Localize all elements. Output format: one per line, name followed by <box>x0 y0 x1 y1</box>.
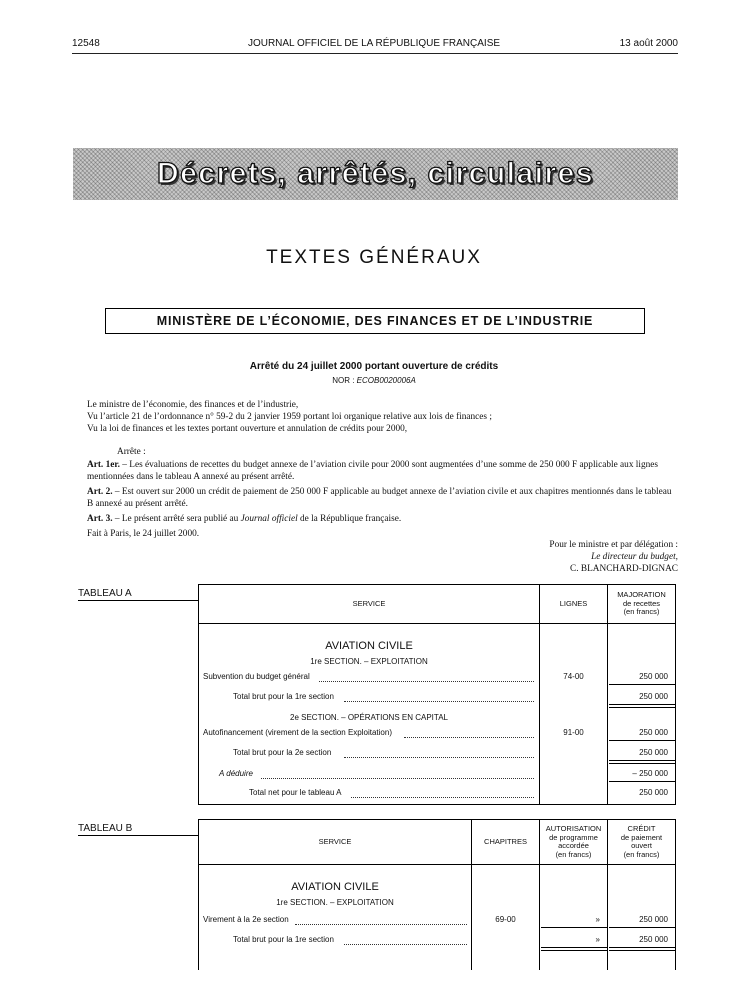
journal-reference: Journal officiel <box>240 514 298 524</box>
row-autorisation: » <box>595 915 600 924</box>
nor-label: NOR : <box>332 376 355 385</box>
signature-line1: Pour le ministre et par délégation : <box>549 540 678 550</box>
tableau-b-leader <box>78 835 198 836</box>
preamble <box>87 399 679 435</box>
header-autorisation: AUTORISATION de programme accordée (en francs) <box>545 824 602 859</box>
section-banner <box>73 148 678 200</box>
article-label: Art. 2. <box>87 487 113 497</box>
preamble-line: Le ministre de l’économie, des finances et de l’industrie, <box>87 400 299 410</box>
header-credit: CRÉDIT de paiement ouvert (en francs) <box>620 824 663 859</box>
tableau-a-label: TABLEAU A <box>78 588 132 599</box>
article-label: Art. 3. <box>87 514 113 524</box>
header-service: SERVICE <box>318 836 352 846</box>
row-amount: – 250 000 <box>632 769 668 778</box>
article-3 <box>87 513 679 525</box>
page-number: 12548 <box>72 38 100 49</box>
arrete-word: Arrête : <box>117 447 146 457</box>
article-text: – Les évaluations de recettes du budget annexe de l’aviation civile pour 2000 sont augmentées d’une somme de 250 000 F applicable aux lignes mentionnées dans le tableau A annexé au présent arrêté. <box>87 460 659 482</box>
ministry-name: MINISTÈRE DE L’ÉCONOMIE, DES FINANCES ET DE L’INDUSTRIE <box>156 314 594 328</box>
row-credit: 250 000 <box>639 915 668 924</box>
preamble-line: Vu la loi de finances et les textes portant ouverture et annulation de crédits pour 2000, <box>87 424 408 434</box>
arrete-title: Arrêté du 24 juillet 2000 portant ouverture de crédits <box>249 361 499 372</box>
row-ligne: 74-00 <box>563 672 584 681</box>
section-heading: 1re SECTION. – EXPLOITATION <box>310 657 428 666</box>
fait-line: Fait à Paris, le 24 juillet 2000. <box>87 529 200 539</box>
article-label: Art. 1er. <box>87 460 120 470</box>
row-amount: 250 000 <box>639 672 668 681</box>
articles <box>87 459 679 540</box>
row-amount: 250 000 <box>639 728 668 737</box>
row-label: Total brut pour la 1re section <box>233 935 334 944</box>
row-label: A déduire <box>219 769 253 778</box>
table-title: AVIATION CIVILE <box>325 640 413 652</box>
row-autorisation: » <box>595 935 600 944</box>
header-lignes: LIGNES <box>559 598 588 608</box>
signature-line2: Le directeur du budget, <box>591 552 678 562</box>
banner-text: Décrets, arrêtés, circulaires <box>156 157 595 190</box>
article-2 <box>87 486 679 510</box>
article-text: – Est ouvert sur 2000 un crédit de paiement de 250 000 F applicable au budget annexe de l’aviation civile et aux chapitres mentionnés dans le tableau B annexé au présent arrêté. <box>87 487 672 509</box>
header-service: SERVICE <box>352 598 386 608</box>
journal-title: JOURNAL OFFICIEL DE LA RÉPUBLIQUE FRANÇAISE <box>247 38 501 49</box>
tableau-a <box>198 584 676 805</box>
row-label: Subvention du budget général <box>203 672 310 681</box>
article-text: de la République française. <box>297 514 402 524</box>
row-ligne: 91-00 <box>563 728 584 737</box>
row-label: Autofinancement (virement de la section Exploitation) <box>203 728 392 737</box>
section-title: TEXTES GÉNÉRAUX <box>266 247 482 268</box>
section-heading: 2e SECTION. – OPÉRATIONS EN CAPITAL <box>290 713 448 722</box>
row-amount: 250 000 <box>639 748 668 757</box>
signature-name: C. BLANCHARD-DIGNAC <box>570 564 678 574</box>
header-majoration: MAJORATION de recettes (en francs) <box>617 590 666 617</box>
article-text: – Le présent arrêté sera publié au <box>112 514 241 524</box>
row-label: Total net pour le tableau A <box>249 788 342 797</box>
tableau-b <box>198 819 676 970</box>
nor-code: ECOB0020006A <box>356 376 416 385</box>
preamble-line: Vu l’article 21 de l’ordonnance n° 59-2 du 2 janvier 1959 portant loi organique relative aux lois de finances ; <box>87 412 492 422</box>
nor-line <box>0 376 748 385</box>
row-amount: 250 000 <box>639 692 668 701</box>
header-rule <box>72 53 678 54</box>
header-chapitres: CHAPITRES <box>484 836 527 846</box>
section-heading: 1re SECTION. – EXPLOITATION <box>276 898 394 907</box>
tableau-a-leader <box>78 600 198 601</box>
row-credit: 250 000 <box>639 935 668 944</box>
issue-date: 13 août 2000 <box>619 38 678 49</box>
signature-block <box>470 539 678 575</box>
row-amount: 250 000 <box>639 788 668 797</box>
row-chapitre: 69-00 <box>495 915 516 924</box>
row-label: Total brut pour la 1re section <box>233 692 334 701</box>
row-label: Virement à la 2e section <box>203 915 289 924</box>
ministry-box <box>105 308 645 334</box>
tableau-b-label: TABLEAU B <box>78 823 133 834</box>
article-1 <box>87 459 679 483</box>
table-title: AVIATION CIVILE <box>291 881 379 893</box>
row-label: Total brut pour la 2e section <box>233 748 332 757</box>
